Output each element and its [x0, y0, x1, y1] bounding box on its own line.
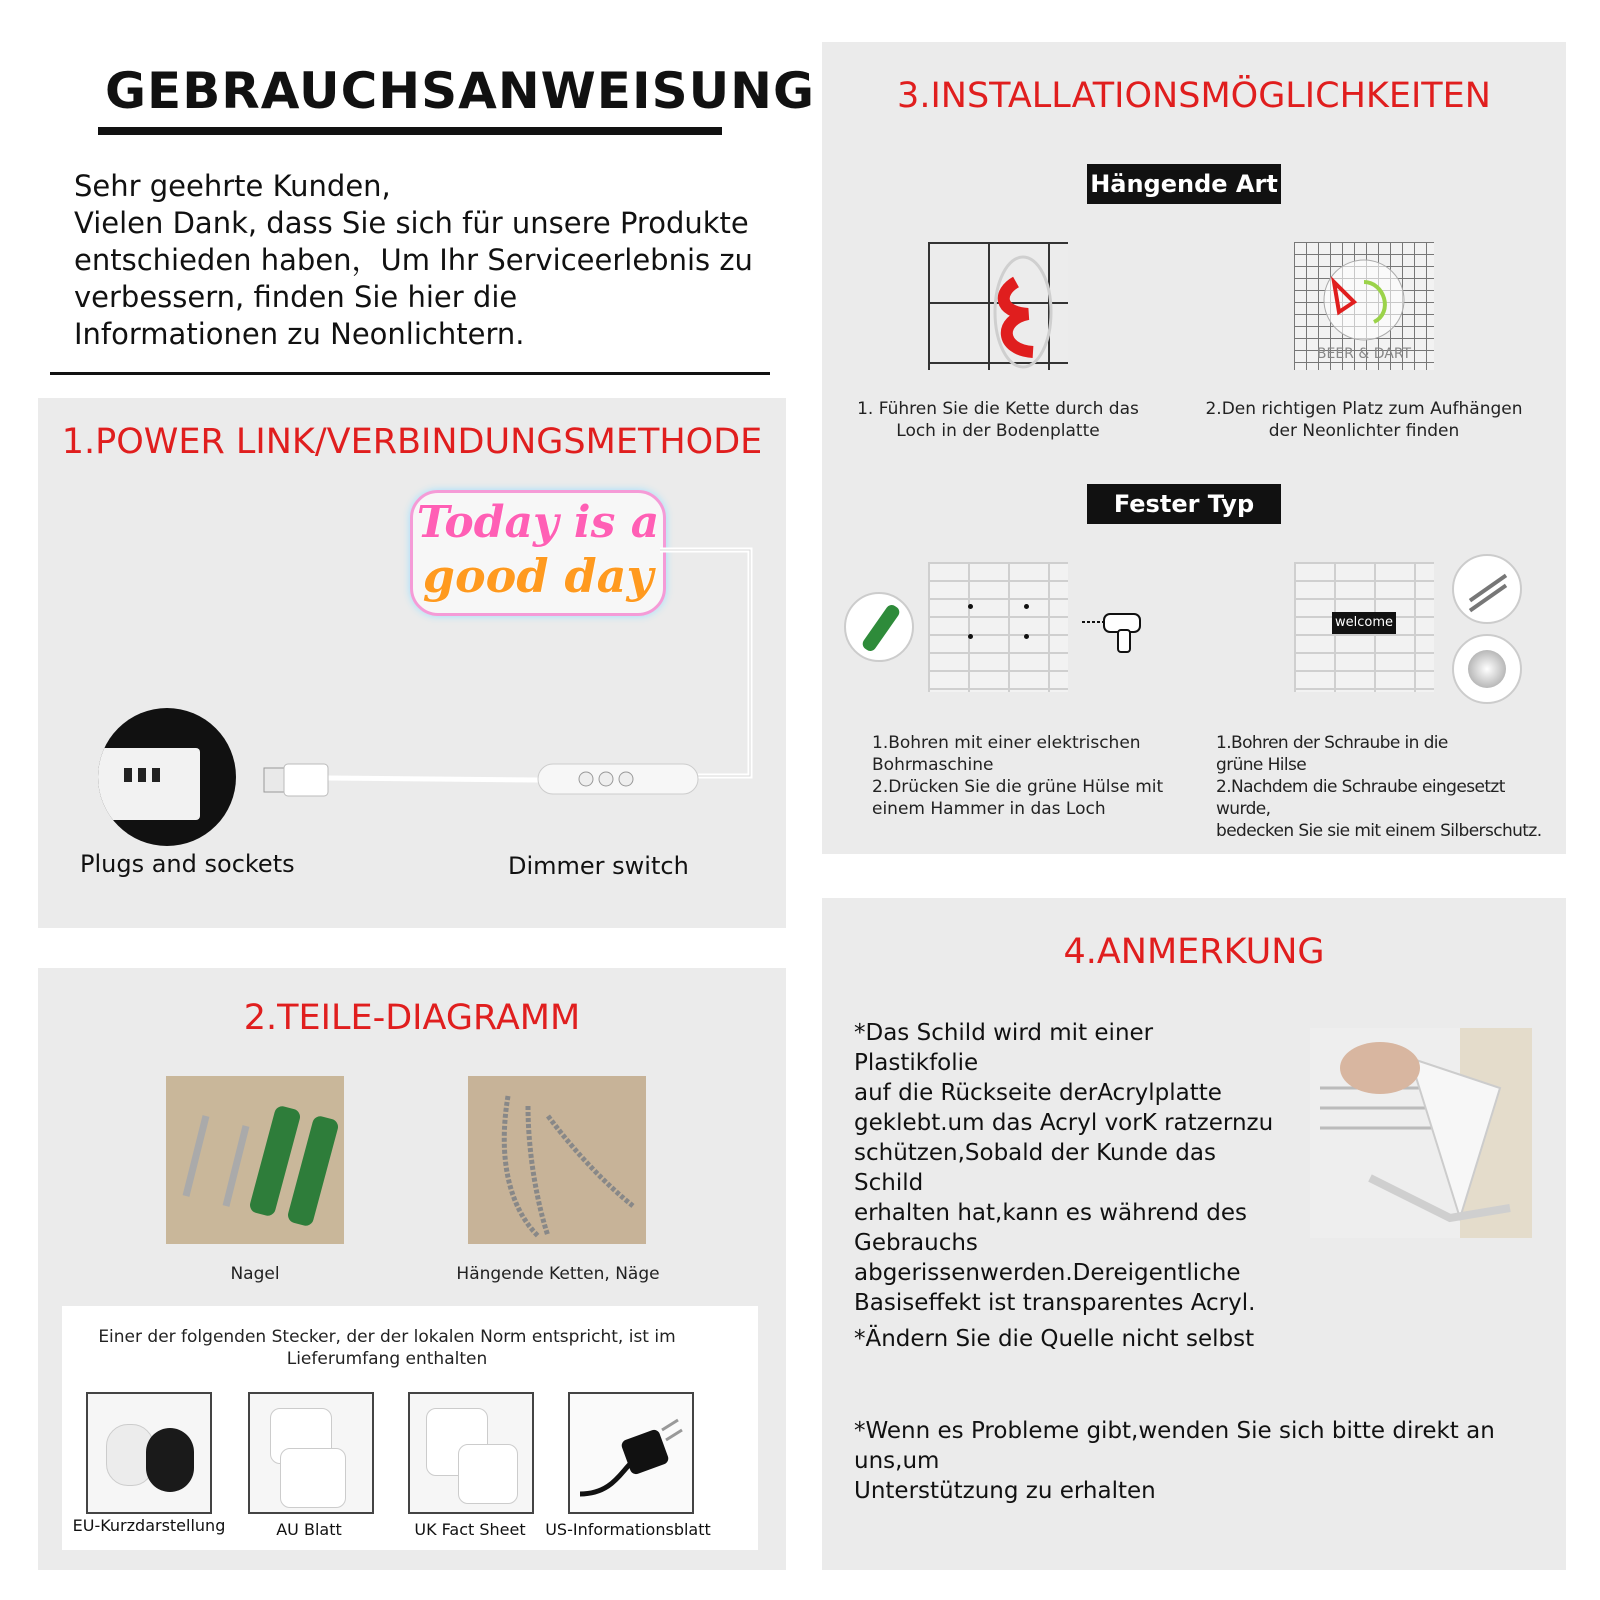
hang1-caption-line: Loch in der Bodenplatte [896, 421, 1100, 441]
title-underline [98, 127, 722, 135]
section-title: 1.POWER LINK/VERBINDUNGSMETHODE [61, 422, 763, 462]
note-do-not-modify: *Ändern Sie die Quelle nicht selbst [854, 1326, 1255, 1352]
section-power-link [38, 398, 786, 928]
note1-line: Basiseffekt ist transparentes Acryl. [854, 1290, 1256, 1316]
nails-photo [166, 1076, 344, 1244]
neon-sign-line-2: good day [422, 549, 654, 603]
fixed1-line: 2.Drücken Sie die grüne Hülse mit [872, 777, 1164, 797]
nails-caption: Nagel [230, 1264, 280, 1284]
note1-line: abgerissenwerden.Dereigentliche [854, 1260, 1241, 1286]
welcome-sign-text: welcome [1332, 612, 1396, 634]
screws-icon [1452, 554, 1522, 624]
cable-diagram [38, 398, 786, 928]
section-notes [822, 898, 1566, 1570]
plug-uk-caption: UK Fact Sheet [414, 1520, 526, 1539]
hang2-caption-line: 2.Den richtigen Platz zum Aufhängen [1205, 399, 1523, 419]
fixed1-line: Bohrmaschine [872, 755, 994, 775]
drill-icon [1080, 606, 1146, 654]
note1-line: schützen,Sobald der Kunde das Schild [854, 1140, 1216, 1196]
plug-uk-image [408, 1392, 534, 1514]
fixed1-text [872, 732, 1182, 820]
brick-wall-welcome [1294, 562, 1434, 692]
intro-line: verbessern, finden Sie hier die [74, 280, 518, 314]
chains-caption: Hängende Ketten, Näge [456, 1264, 660, 1284]
hang-photo-chain [928, 242, 1068, 370]
note-plastic-film [854, 1018, 1274, 1318]
intro-line: Informationen zu Neonlichtern. [74, 317, 525, 351]
hang2-caption-line: der Neonlichter finden [1268, 421, 1460, 441]
plug-au-image [248, 1392, 374, 1514]
brick-wall-drilled [928, 562, 1068, 692]
plug-eu-caption: EU-Kurzdarstellung [72, 1516, 226, 1535]
intro-line: entschieden haben，Um Ihr Serviceerlebnis zu [74, 243, 753, 277]
page-title: GEBRAUCHSANWEISUNG [105, 62, 816, 120]
fixed2-text [1216, 732, 1560, 842]
intro-text [74, 168, 753, 353]
fixed2-line: 1.Bohren der Schraube in die [1216, 733, 1448, 753]
section-parts-diagram [38, 968, 786, 1570]
intro-line: Vielen Dank, dass Sie sich für unsere Produkte [74, 206, 749, 240]
section-title: 2.TEILE-DIAGRAMM [243, 998, 581, 1038]
plug-au-caption: AU Blatt [276, 1520, 342, 1539]
chains-photo [468, 1076, 646, 1244]
fixed2-line: 2.Nachdem die Schraube eingesetzt wurde, [1216, 777, 1505, 819]
dimmer-label: Dimmer switch [508, 852, 689, 880]
section-installation [822, 42, 1566, 854]
note1-line: auf die Rückseite derAcrylplatte [854, 1080, 1222, 1106]
fixed1-line: 1.Bohren mit einer elektrischen [872, 733, 1141, 753]
section-title: 3.INSTALLATIONSMÖGLICHKEITEN [897, 76, 1491, 116]
plugs-label: Plugs and sockets [80, 850, 295, 878]
fixed2-line: grüne Hilse [1216, 755, 1307, 775]
fixed-type-badge: Fester Typ [1087, 484, 1281, 524]
plug-types-box [62, 1306, 758, 1550]
green-anchor-icon [844, 592, 914, 662]
note1-line: erhalten hat,kann es während des [854, 1200, 1248, 1226]
intro-divider [50, 372, 770, 375]
hang-photo-grid [1294, 242, 1434, 370]
sign-brand-text: BEER & DART [1316, 346, 1412, 362]
silver-cap-icon [1452, 634, 1522, 704]
fixed2-line: bedecken Sie sie mit einem Silberschutz. [1216, 821, 1542, 841]
plug-note-line: Lieferumfang enthalten [286, 1349, 488, 1369]
note3-line: *Wenn es Probleme gibt,wenden Sie sich bitte direkt an uns,um [854, 1418, 1495, 1474]
note-contact [854, 1416, 1554, 1506]
plug-socket-image [98, 708, 236, 846]
section-title: 4.ANMERKUNG [1063, 932, 1325, 972]
intro-line: Sehr geehrte Kunden, [74, 169, 391, 203]
plug-us-image [568, 1392, 694, 1514]
fixed1-line: einem Hammer in das Loch [872, 799, 1106, 819]
note1-line: Gebrauchs [854, 1230, 978, 1256]
hang1-caption-line: 1. Führen Sie die Kette durch das [857, 399, 1139, 419]
film-peel-photo [1310, 1028, 1532, 1238]
plug-note-line: Einer der folgenden Stecker, der der lokalen Norm entspricht, ist im [98, 1327, 676, 1347]
note3-line: Unterstützung zu erhalten [854, 1478, 1156, 1504]
note1-line: *Das Schild wird mit einer Plastikfolie [854, 1020, 1154, 1076]
neon-sign-line-1: Today is a [416, 497, 660, 548]
plug-eu-image [86, 1392, 212, 1514]
note1-line: geklebt.um das Acryl vorK ratzernzu [854, 1110, 1274, 1136]
hanging-type-badge: Hängende Art [1087, 164, 1281, 204]
plug-us-caption: US-Informationsblatt [545, 1520, 711, 1539]
